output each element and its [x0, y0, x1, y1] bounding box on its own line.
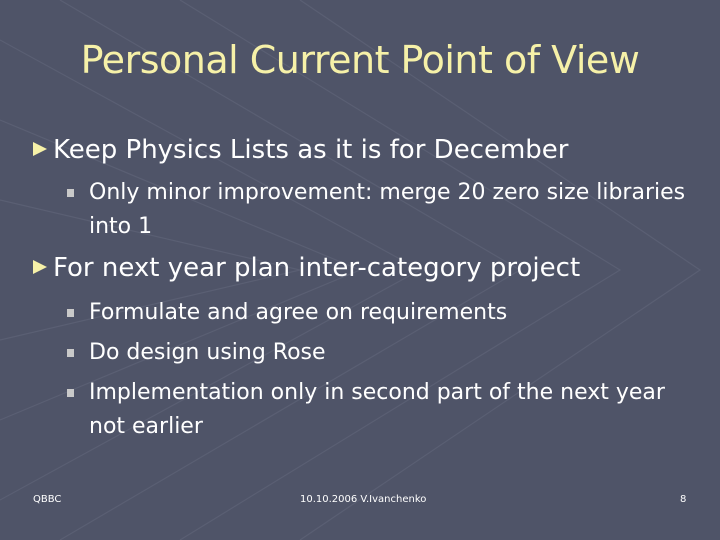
square-bullet-icon [67, 389, 74, 397]
bullet-text: For next year plan inter-category project [53, 253, 581, 283]
sub-bullet-item [67, 176, 687, 244]
sub-bullet-item [67, 336, 687, 370]
square-bullet-icon [67, 349, 74, 357]
triangle-bullet-icon [33, 260, 47, 274]
bullet-text: Keep Physics Lists as it is for December [53, 135, 569, 165]
triangle-bullet-icon [33, 142, 47, 156]
footer-page-number: 8 [680, 494, 687, 505]
sub-bullet-text: Only minor improvement: merge 20 zero size libraries into 1 [89, 180, 686, 239]
footer-left-label: QBBC [33, 494, 62, 505]
footer-date-author: 10.10.2006 V.Ivanchenko [300, 494, 427, 505]
bullet-item [33, 253, 580, 283]
sub-bullet-item [67, 376, 687, 444]
square-bullet-icon [67, 189, 74, 197]
slide-title: Personal Current Point of View [80, 38, 640, 82]
sub-bullet-text: Implementation only in second part of the next year not earlier [89, 380, 665, 439]
bullet-item [33, 135, 569, 165]
sub-bullet-text: Formulate and agree on requirements [89, 300, 508, 325]
square-bullet-icon [67, 309, 74, 317]
sub-bullet-text: Do design using Rose [89, 340, 326, 365]
sub-bullet-item [67, 296, 687, 330]
